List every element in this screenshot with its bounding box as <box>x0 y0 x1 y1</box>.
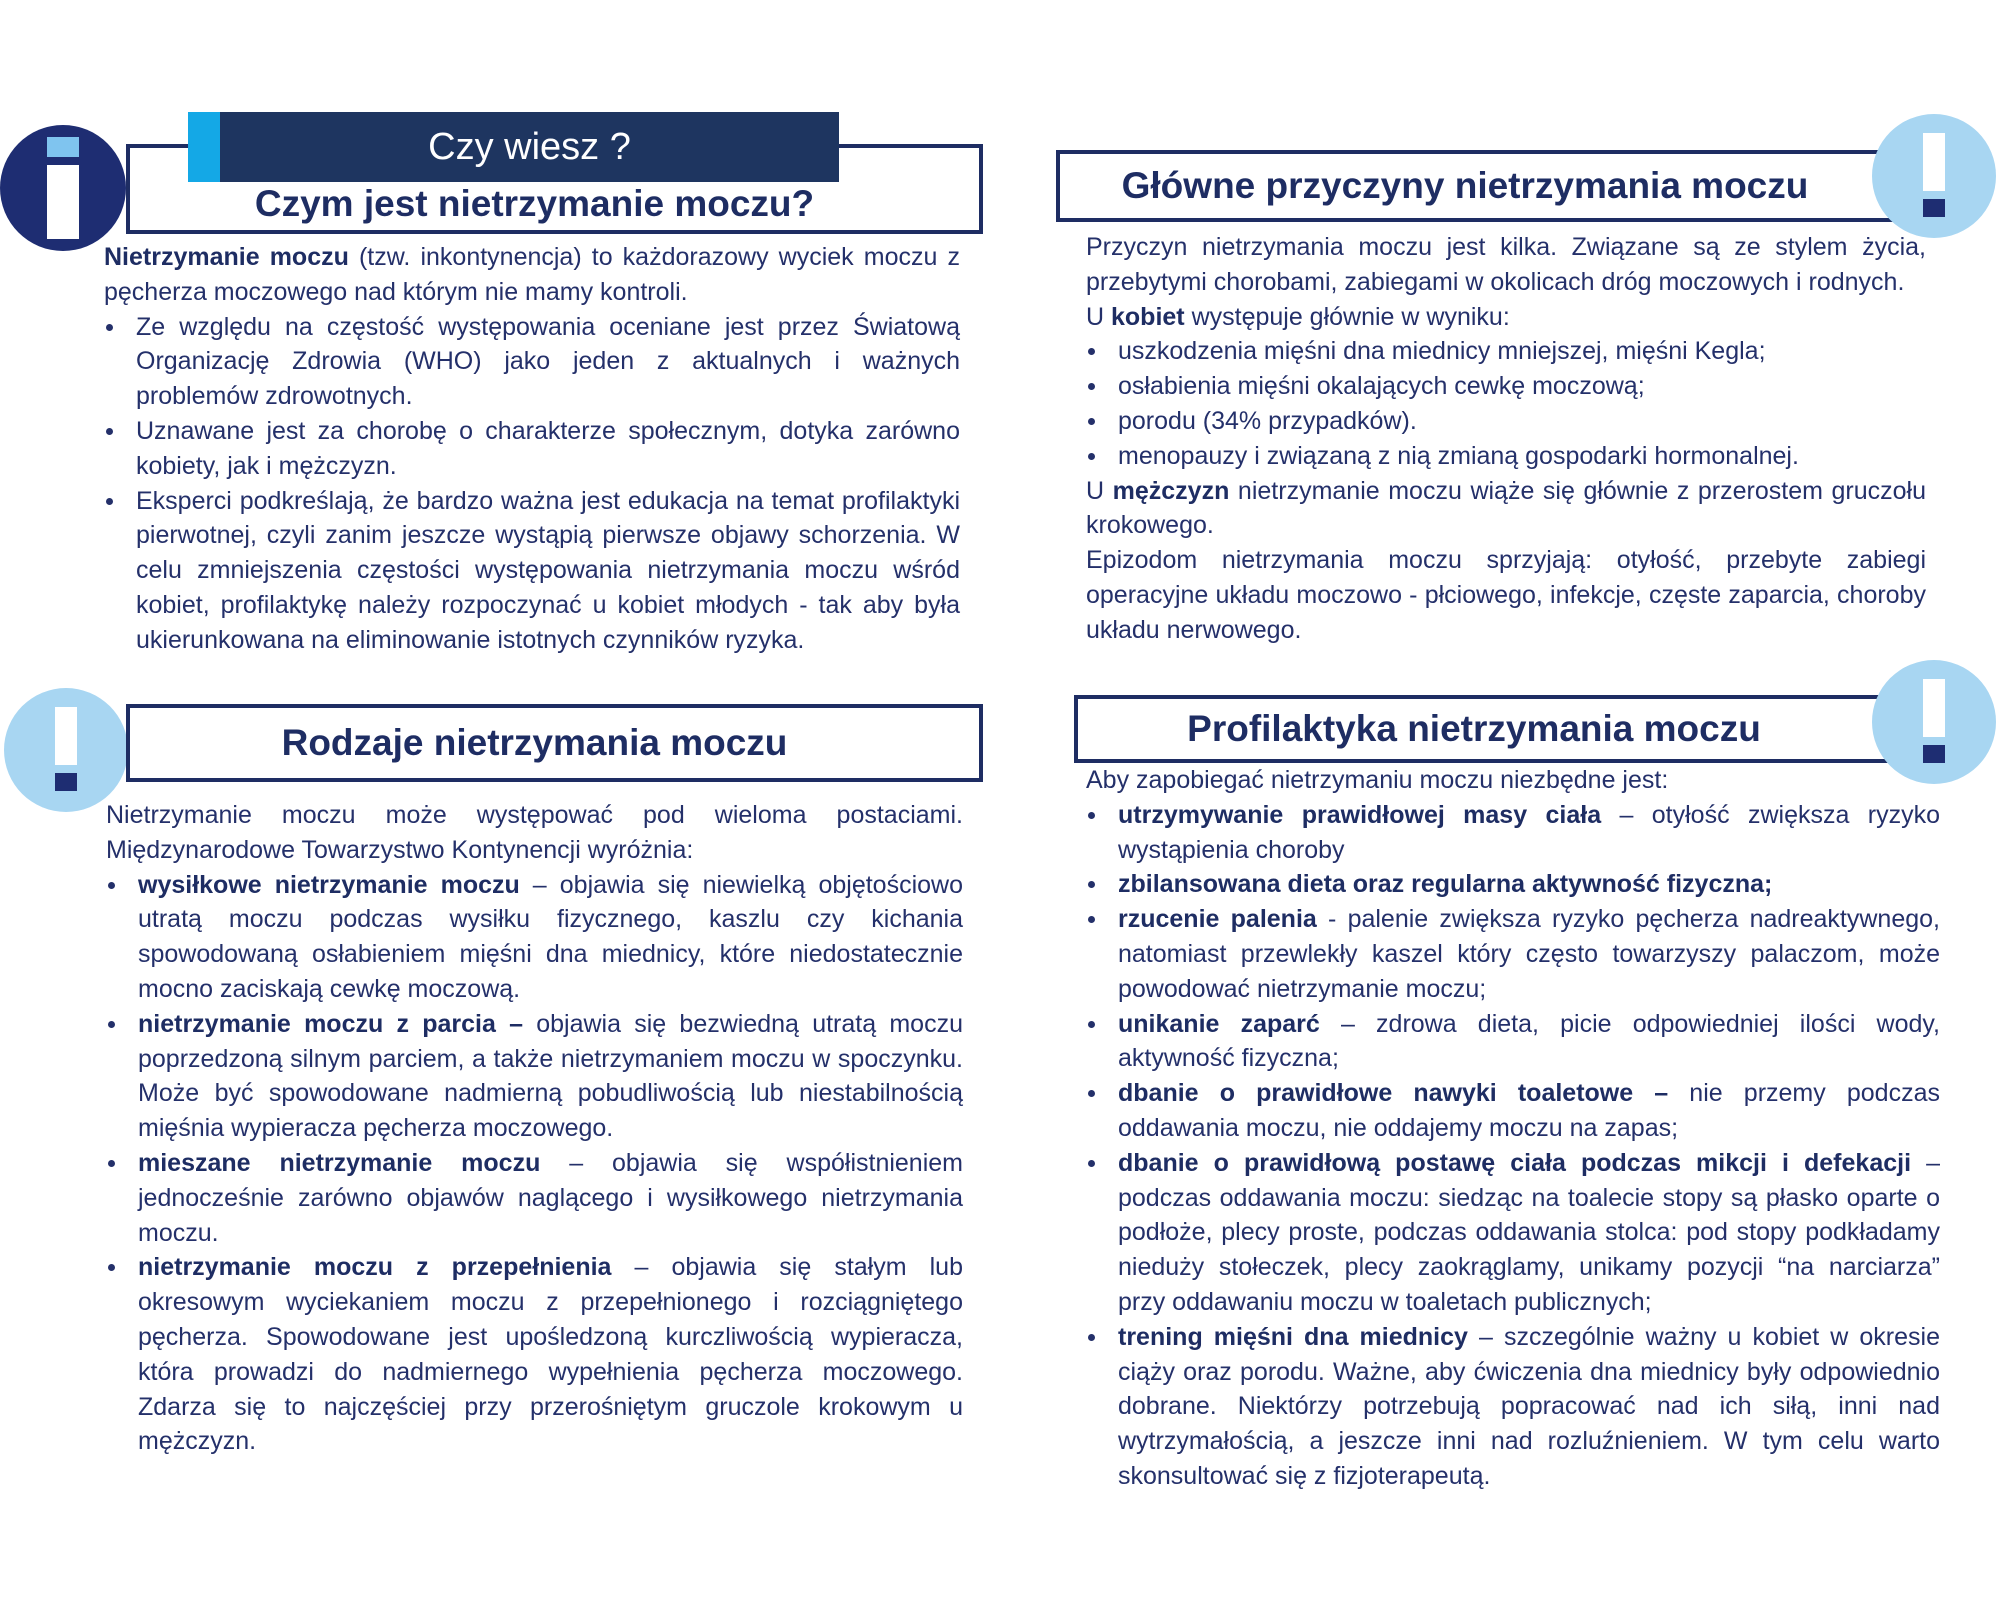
section-title: Profilaktyka nietrzymania moczu <box>1187 708 1761 749</box>
list-item: porodu (34% przypadków). <box>1086 404 1926 439</box>
info-icon <box>0 125 126 251</box>
section3-text <box>1086 230 1926 648</box>
section2-text <box>106 798 963 1459</box>
list-item: dbanie o prawidłową postawę ciała podczas mikcji i defekacji – podczas oddawania moczu: siedząc na toalecie stopy są płasko oparte o podłoże, plecy proste, podczas oddawania stolca: pod stopy podkładamy nieduży stołeczek, plecy zaokrąglamy, unikamy pozycji “na narciarza” przy oddawaniu moczu w toaletach publicznych; <box>1086 1146 1940 1320</box>
bullet-list <box>104 310 960 658</box>
list-item: unikanie zaparć – zdrowa dieta, picie odpowiedniej ilości wody, aktywność fizyczna; <box>1086 1007 1940 1077</box>
section-title-box <box>1056 150 1894 222</box>
bullet-list <box>1086 798 1940 1494</box>
list-item: nietrzymanie moczu z parcia – objawia się bezwiedną utratą moczu poprzedzoną silnym parciem, a także nietrzymaniem moczu w spoczynku. Może być spowodowane nadmierną pobudliwością lub niestabilnością mięśnia wypieracza pęcherza moczowego. <box>106 1007 963 1146</box>
section-title: Rodzaje nietrzymania moczu <box>281 722 788 763</box>
section-title-box <box>126 704 983 782</box>
exclamation-icon <box>1872 114 1996 238</box>
intro-paragraph: Nietrzymanie moczu (tzw. inkontynencja) to każdorazowy wyciek moczu z pęcherza moczowego nad którym nie mamy kontroli. <box>104 243 960 306</box>
intro-paragraph: Przyczyn nietrzymania moczu jest kilka. Związane są ze stylem życia, przebytymi chorobami, zabiegami w okolicach dróg moczowych i rodnych. <box>1086 233 1926 296</box>
list-item: zbilansowana dieta oraz regularna aktywność fizyczna; <box>1086 867 1940 902</box>
list-item: dbanie o prawidłowe nawyki toaletowe – nie przemy podczas oddawania moczu, nie oddajemy moczu na zapas; <box>1086 1076 1940 1146</box>
list-item: trening mięśni dna miednicy – szczególnie ważny u kobiet w okresie ciąży oraz porodu. Ważne, aby ćwiczenia dna miednicy były odpowiednio dobrane. Niektórzy potrzebują popracować nad ich siłą, inni nad wytrzymałością, a jeszcze inni nad rozluźnieniem. W tym celu warto skonsultować się z fizjoterapeutą. <box>1086 1320 1940 1494</box>
list-item: rzucenie palenia - palenie zwiększa ryzyko pęcherza nadreaktywnego, natomiast przewlekły kaszel który często towarzyszy palaczom, może powodować nietrzymanie moczu; <box>1086 902 1940 1006</box>
list-item: mieszane nietrzymanie moczu – objawia się współistnieniem jednocześnie zarówno objawów naglącego i wysiłkowego nietrzymania moczu. <box>106 1146 963 1250</box>
banner-label: Czy wiesz ? <box>428 125 631 168</box>
list-item: Ze względu na częstość występowania oceniane jest przez Światową Organizację Zdrowia (WHO) jako jeden z aktualnych i ważnych problemów zdrowotnych. <box>104 310 960 414</box>
list-item: Uznawane jest za chorobę o charakterze społecznym, dotyka zarówno kobiety, jak i mężczyzn. <box>104 414 960 484</box>
episodes-paragraph: Epizodom nietrzymania moczu sprzyjają: otyłość, przebyte zabiegi operacyjne układu moczowo - płciowego, infekcje, częste zaparcia, choroby układu nerwowego. <box>1086 546 1926 644</box>
intro-paragraph: Nietrzymanie moczu może występować pod wieloma postaciami. Międzynarodowe Towarzystwo Kontynencji wyróżnia: <box>106 801 963 864</box>
list-item: Eksperci podkreślają, że bardzo ważna jest edukacja na temat profilaktyki pierwotnej, czyli zanim jeszcze wystąpią pierwsze objawy schorzenia. W celu zmniejszenia częstości występowania nietrzymania moczu wśród kobiet, profilaktykę należy rozpoczynać u kobiet młodych - tak aby była ukierunkowana na eliminowanie istotnych czynników ryzyka. <box>104 484 960 658</box>
list-item: nietrzymanie moczu z przepełnienia – objawia się stałym lub okresowym wyciekaniem moczu z przepełnionego i rozciągniętego pęcherza. Spowodowane jest upośledzoną kurczliwością wypieracza, która prowadzi do nadmiernego wypełnienia pęcherza moczowego. Zdarza się to najczęściej przy przerośniętym gruczole krokowym u mężczyzn. <box>106 1250 963 1459</box>
men-paragraph: U mężczyzn nietrzymanie moczu wiąże się głównie z przerostem gruczołu krokowego. <box>1086 476 1927 540</box>
list-item: uszkodzenia mięśni dna miednicy mniejszej, mięśni Kegla; <box>1086 334 1926 369</box>
banner-accent <box>188 112 220 182</box>
list-item: wysiłkowe nietrzymanie moczu – objawia się niewielką objętościowo utratą moczu podczas wysiłku fizycznego, kaszlu czy kichania spowodowaną osłabieniem mięśni dna miednicy, które niedostatecznie mocno zaciskają cewkę moczową. <box>106 868 963 1007</box>
intro-paragraph: Aby zapobiegać nietrzymaniu moczu niezbędne jest: <box>1086 766 1669 794</box>
section-title: Czym jest nietrzymanie moczu? <box>254 183 815 224</box>
exclamation-icon <box>4 688 128 812</box>
section4-text <box>1086 763 1940 1494</box>
bullet-list <box>1086 334 1926 473</box>
section-title-box <box>1074 695 1894 763</box>
section1-text <box>104 240 960 658</box>
list-item: osłabienia mięśni okalających cewkę moczową; <box>1086 369 1926 404</box>
section-title: Główne przyczyny nietrzymania moczu <box>1121 165 1809 206</box>
did-you-know-banner <box>220 112 839 182</box>
list-item: utrzymywanie prawidłowej masy ciała – otyłość zwiększa ryzyko wystąpienia choroby <box>1086 798 1940 868</box>
bullet-list <box>106 868 963 1460</box>
women-line: U kobiet występuje głównie w wyniku: <box>1086 302 1510 331</box>
list-item: menopauzy i związaną z nią zmianą gospodarki hormonalnej. <box>1086 439 1926 474</box>
